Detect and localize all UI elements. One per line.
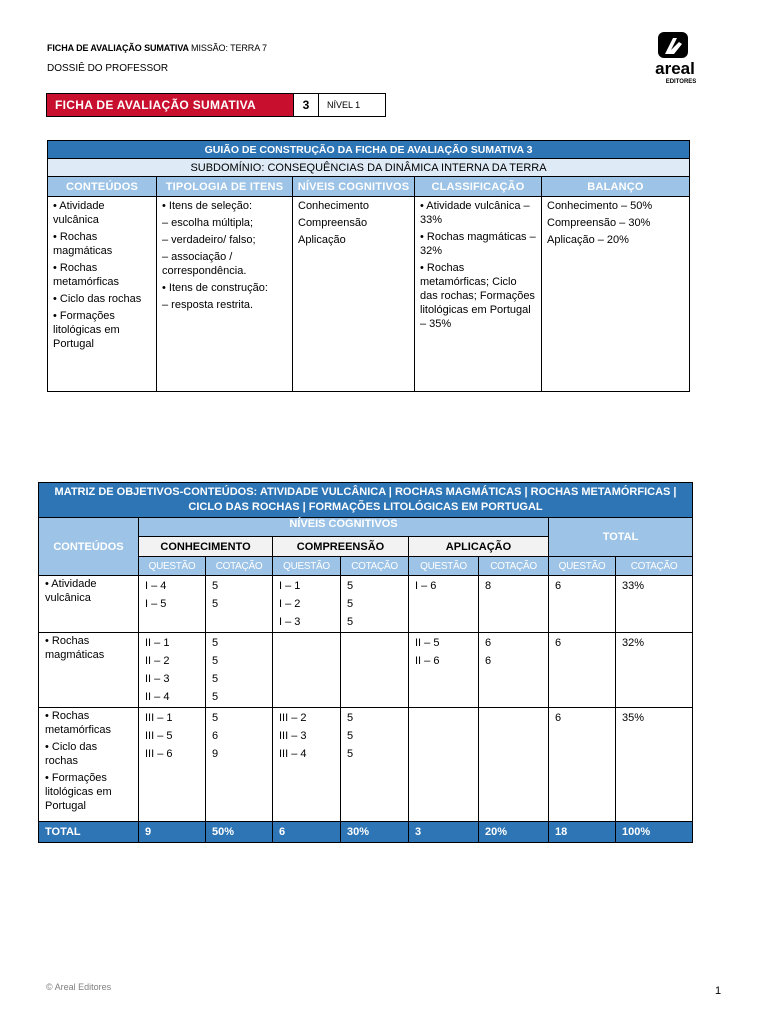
matrix-level-compreensao: COMPREENSÃO bbox=[273, 537, 409, 557]
com-questions bbox=[273, 576, 341, 633]
list-item: III – 4 bbox=[279, 748, 307, 760]
list-item: I – 4 bbox=[145, 580, 167, 592]
list-item: II – 5 bbox=[415, 637, 440, 649]
con-questions bbox=[139, 633, 206, 708]
list-item: 5 bbox=[347, 730, 354, 742]
sheet-title-bar bbox=[46, 93, 386, 117]
list-item: 8 bbox=[485, 580, 492, 592]
totals-value: 30% bbox=[341, 822, 409, 843]
col-header-cotacao: COTAÇÃO bbox=[616, 557, 693, 576]
guide-classificacao-cell bbox=[415, 197, 542, 392]
list-item: • Rochas magmáticas bbox=[45, 635, 105, 661]
total-score: 33% bbox=[616, 576, 693, 633]
matrix-title: MATRIZ DE OBJETIVOS-CONTEÚDOS: ATIVIDADE VULCÂNICA | ROCHAS MAGMÁTICAS | ROCHAS METAMÓRFICAS | CICLO DAS ROCHAS | FORMAÇÕES LITOLÓGICAS EM PORTUGAL bbox=[39, 483, 693, 518]
guide-title: GUIÃO DE CONSTRUÇÃO DA FICHA DE AVALIAÇÃO SUMATIVA 3 bbox=[48, 141, 690, 159]
list-item: 5 bbox=[212, 691, 219, 703]
guide-niveis-cell bbox=[293, 197, 415, 392]
matrix-header-total: TOTAL bbox=[549, 518, 693, 557]
apl-scores bbox=[479, 708, 549, 822]
list-item: – verdadeiro/ falso; bbox=[162, 234, 256, 246]
list-item: – escolha múltipla; bbox=[162, 217, 254, 229]
list-item: II – 4 bbox=[145, 691, 170, 703]
totals-value: 3 bbox=[409, 822, 479, 843]
con-scores bbox=[206, 708, 273, 822]
row-conteudo bbox=[39, 576, 139, 633]
list-item: I – 1 bbox=[279, 580, 301, 592]
totals-value: 9 bbox=[139, 822, 206, 843]
list-item: • Rochas magmáticas – 32% bbox=[420, 231, 536, 257]
row-conteudo bbox=[39, 633, 139, 708]
table-row bbox=[39, 576, 693, 633]
header-fiche-label: FICHA DE AVALIAÇÃO SUMATIVA bbox=[47, 43, 189, 53]
list-item: III – 1 bbox=[145, 712, 173, 724]
list-item: 5 bbox=[347, 748, 354, 760]
list-item: • Itens de seleção: bbox=[162, 200, 253, 212]
matrix-header-conteudos: CONTEÚDOS bbox=[39, 518, 139, 576]
com-scores bbox=[341, 633, 409, 708]
list-item: – resposta restrita. bbox=[162, 299, 254, 311]
com-questions bbox=[273, 708, 341, 822]
guide-header-balanco: BALANÇO bbox=[542, 177, 690, 197]
list-item: 5 bbox=[347, 712, 354, 724]
col-header-cotacao: COTAÇÃO bbox=[479, 557, 549, 576]
matrix-header-niveis: NÍVEIS COGNITIVOS bbox=[139, 518, 549, 537]
list-item: I – 6 bbox=[415, 580, 437, 592]
list-item: Compreensão – 30% bbox=[547, 217, 651, 229]
list-item: 5 bbox=[347, 580, 354, 592]
logo-text: areal bbox=[655, 59, 695, 78]
con-questions bbox=[139, 708, 206, 822]
com-scores bbox=[341, 708, 409, 822]
list-item: 6 bbox=[212, 730, 219, 742]
list-item: • Rochas metamórficas; Ciclo das rochas; Formações litológicas em Portugal – 35% bbox=[420, 262, 535, 330]
totals-value: 20% bbox=[479, 822, 549, 843]
logo-subtext: EDITORES bbox=[665, 79, 697, 85]
sheet-level: NÍVEL 1 bbox=[318, 94, 385, 116]
list-item: • Atividade vulcânica – 33% bbox=[420, 200, 530, 226]
totals-value: 100% bbox=[616, 822, 693, 843]
com-scores bbox=[341, 576, 409, 633]
table-row bbox=[39, 708, 693, 822]
list-item: 5 bbox=[347, 616, 354, 628]
total-score: 32% bbox=[616, 633, 693, 708]
matrix-level-conhecimento: CONHECIMENTO bbox=[139, 537, 273, 557]
list-item: Aplicação bbox=[298, 234, 346, 246]
col-header-questao: QUESTÃO bbox=[273, 557, 341, 576]
list-item: – associação / correspondência. bbox=[162, 251, 247, 277]
col-header-questao: QUESTÃO bbox=[139, 557, 206, 576]
list-item: • Formações litológicas em Portugal bbox=[53, 310, 120, 350]
list-item: • Rochas metamórficas bbox=[53, 262, 120, 288]
total-questions: 6 bbox=[549, 576, 616, 633]
list-item: III – 3 bbox=[279, 730, 307, 742]
apl-scores bbox=[479, 576, 549, 633]
list-item: 5 bbox=[212, 673, 219, 685]
header-mission-label: MISSÃO: TERRA 7 bbox=[191, 43, 267, 53]
guide-table bbox=[47, 140, 690, 392]
apl-scores bbox=[479, 633, 549, 708]
apl-questions bbox=[409, 576, 479, 633]
list-item: II – 3 bbox=[145, 673, 170, 685]
col-header-cotacao: COTAÇÃO bbox=[206, 557, 273, 576]
list-item: 6 bbox=[485, 655, 492, 667]
col-header-questao: QUESTÃO bbox=[549, 557, 616, 576]
page-number: 1 bbox=[715, 985, 722, 997]
guide-header-classificacao: CLASSIFICAÇÃO bbox=[415, 177, 542, 197]
list-item: 5 bbox=[212, 637, 219, 649]
header-dossier-label: DOSSIÊ DO PROFESSOR bbox=[47, 63, 169, 74]
totals-value: 6 bbox=[273, 822, 341, 843]
list-item: 6 bbox=[485, 637, 492, 649]
list-item: 5 bbox=[212, 712, 219, 724]
total-questions: 6 bbox=[549, 708, 616, 822]
sheet-number: 3 bbox=[293, 94, 318, 116]
totals-value: 18 bbox=[549, 822, 616, 843]
col-header-cotacao: COTAÇÃO bbox=[341, 557, 409, 576]
list-item: I – 5 bbox=[145, 598, 167, 610]
list-item: I – 2 bbox=[279, 598, 301, 610]
list-item: 5 bbox=[347, 598, 354, 610]
guide-conteudos-cell bbox=[48, 197, 157, 392]
totals-row bbox=[39, 822, 693, 843]
list-item: Aplicação – 20% bbox=[547, 234, 629, 246]
list-item: • Atividade vulcânica bbox=[53, 200, 105, 226]
list-item: II – 2 bbox=[145, 655, 170, 667]
sheet-title: FICHA DE AVALIAÇÃO SUMATIVA bbox=[47, 94, 293, 116]
totals-label: TOTAL bbox=[39, 822, 139, 843]
list-item: II – 6 bbox=[415, 655, 440, 667]
total-score: 35% bbox=[616, 708, 693, 822]
list-item: • Rochas metamórficas bbox=[45, 710, 112, 736]
list-item: 9 bbox=[212, 748, 219, 760]
con-questions bbox=[139, 576, 206, 633]
list-item: • Ciclo das rochas bbox=[45, 741, 98, 767]
list-item: III – 2 bbox=[279, 712, 307, 724]
list-item: • Atividade vulcânica bbox=[45, 578, 97, 604]
total-questions: 6 bbox=[549, 633, 616, 708]
list-item: • Ciclo das rochas bbox=[53, 293, 142, 305]
list-item: • Itens de construção: bbox=[162, 282, 268, 294]
matrix-level-aplicacao: APLICAÇÃO bbox=[409, 537, 549, 557]
row-conteudo bbox=[39, 708, 139, 822]
guide-header-tipologia: TIPOLOGIA DE ITENS bbox=[157, 177, 293, 197]
con-scores bbox=[206, 633, 273, 708]
copyright-text: © Areal Editores bbox=[46, 982, 112, 992]
list-item: II – 1 bbox=[145, 637, 170, 649]
list-item: Conhecimento bbox=[298, 200, 369, 212]
list-item: 5 bbox=[212, 598, 219, 610]
guide-tipologia-cell bbox=[157, 197, 293, 392]
totals-value: 50% bbox=[206, 822, 273, 843]
guide-header-conteudos: CONTEÚDOS bbox=[48, 177, 157, 197]
list-item: I – 3 bbox=[279, 616, 301, 628]
list-item: 5 bbox=[212, 580, 219, 592]
table-row bbox=[39, 633, 693, 708]
list-item: III – 5 bbox=[145, 730, 173, 742]
com-questions bbox=[273, 633, 341, 708]
con-scores bbox=[206, 576, 273, 633]
apl-questions bbox=[409, 633, 479, 708]
apl-questions bbox=[409, 708, 479, 822]
list-item: Compreensão bbox=[298, 217, 368, 229]
list-item: III – 6 bbox=[145, 748, 173, 760]
guide-balanco-cell bbox=[542, 197, 690, 392]
list-item: • Formações litológicas em Portugal bbox=[45, 772, 112, 812]
list-item: Conhecimento – 50% bbox=[547, 200, 653, 212]
col-header-questao: QUESTÃO bbox=[409, 557, 479, 576]
areal-logo bbox=[646, 32, 704, 86]
matrix-table bbox=[38, 482, 693, 843]
guide-subtitle: SUBDOMÍNIO: CONSEQUÊNCIAS DA DINÂMICA INTERNA DA TERRA bbox=[48, 159, 690, 177]
document-header-title bbox=[47, 43, 267, 53]
list-item: 5 bbox=[212, 655, 219, 667]
guide-header-niveis: NÍVEIS COGNITIVOS bbox=[293, 177, 415, 197]
list-item: • Rochas magmáticas bbox=[53, 231, 113, 257]
